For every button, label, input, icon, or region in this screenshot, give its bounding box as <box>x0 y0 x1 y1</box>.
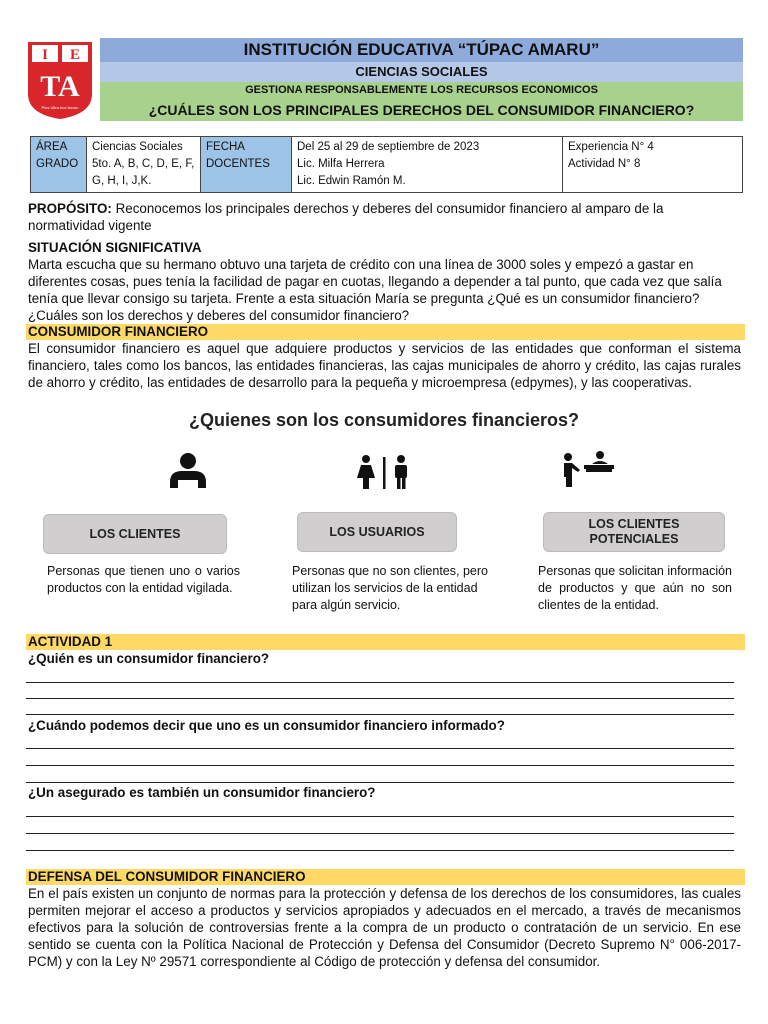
question-1: ¿Quién es un consumidor financiero? <box>28 651 270 666</box>
consumidor-text: El consumidor financiero es aquel que adquiere productos y servicios de las entidades que conforman el sistema financiero, tales como los bancos, las entidades financieras, las cajas municipales de ahorro y crédito, las cajas rurales de ahorro y crédito, las entidades de desarrollo para la pequeña y microempresa (edpymes), y las cooperativas. <box>28 341 741 390</box>
category-usuarios-desc: Personas que no son clientes, pero utilizan los servicios de la entidad para algún servicio. <box>292 564 488 612</box>
answer-line <box>26 682 734 683</box>
logo-letter-i: I <box>42 47 48 63</box>
defensa-title: DEFENSA DEL CONSUMIDOR FINANCIERO <box>26 869 745 885</box>
category-usuarios: LOS USUARIOS <box>297 512 457 552</box>
category-potenciales-desc: Personas que solicitan información de productos y que aún no son clientes de la entidad. <box>538 564 732 612</box>
answer-line <box>26 698 734 699</box>
consumidor-title: CONSUMIDOR FINANCIERO <box>26 324 745 340</box>
school-name: INSTITUCIÓN EDUCATIVA “TÚPAC AMARU” <box>100 38 743 62</box>
graphic-title: ¿Quienes son los consumidores financieros? <box>188 410 580 430</box>
proposito <box>28 200 741 234</box>
answer-line <box>26 850 734 851</box>
area-label: ÁREA <box>36 141 68 153</box>
info-table <box>30 136 743 193</box>
area-grado-labels <box>31 137 87 193</box>
fecha-docentes-values <box>292 137 563 193</box>
category-clientes-desc: Personas que tienen uno o varios productos con la entidad vigilada. <box>47 564 240 595</box>
proposito-text: Reconocemos los principales derechos y deberes del consumidor financiero al amparo de la normatividad vigente <box>28 201 664 233</box>
service-desk-icon <box>560 450 616 490</box>
category-clientes: LOS CLIENTES <box>43 514 227 554</box>
logo-motto: Plus Ultra hoc tecum <box>41 105 79 110</box>
answer-line <box>26 765 734 766</box>
fecha-label: FECHA <box>206 141 245 153</box>
logo-monogram: TA <box>40 70 80 103</box>
logo-letter-e: E <box>69 47 81 63</box>
school-logo <box>26 40 94 120</box>
answer-line <box>26 714 734 715</box>
docente-2: Lic. Edwin Ramón M. <box>297 175 406 187</box>
area-value: Ciencias Sociales <box>92 141 183 153</box>
fecha-docentes-labels <box>201 137 292 193</box>
grado-label: GRADO <box>36 158 79 170</box>
answer-line <box>26 748 734 749</box>
person-icon <box>164 452 212 492</box>
area-grado-values <box>87 137 201 193</box>
competence-title: GESTIONA RESPONSABLEMENTE LOS RECURSOS ECONOMICOS <box>100 82 743 99</box>
grado-value: 5to. A, B, C, D, E, F, G, H, I, J,K. <box>92 158 195 187</box>
experiencia-value: Experiencia N° 4 <box>568 141 654 153</box>
docente-1: Lic. Milfa Herrera <box>297 158 385 170</box>
actividad-title: ACTIVIDAD 1 <box>26 634 745 650</box>
defensa-text: En el país existen un conjunto de normas para la protección y defensa de los derechos de los consumidores, las cuales permiten mejorar el acceso a productos y servicios apropiados y adecuados en el mercado, a través de mecanismos efectivos para la solución de controversias frente a la compra de un producto o contratación de un servicio. En ese sentido se cuenta con la Política Nacional de Protección y Defensa del Consumidor (Decreto Supremo N° 006-2017-PCM) y con la Ley Nº 29571 correspondiente al Código de protección y defensa del consumidor. <box>28 886 741 969</box>
proposito-label: PROPÓSITO: <box>28 201 112 216</box>
actividad-value: Actividad N° 8 <box>568 158 641 170</box>
subject-title: CIENCIAS SOCIALES <box>100 62 743 82</box>
answer-line <box>26 816 734 817</box>
answer-line <box>26 782 734 783</box>
situacion-text: Marta escucha que su hermano obtuvo una tarjeta de crédito con una línea de 3000 soles y empezó a gastar en diferentes cosas, pues tenía la facilidad de pagar en cuotas, llegando a depender a tal punto, que cada vez que salía tenía que llevar consigo su tarjeta. Frente a esta situación María se pregunta ¿Qué es un consumidor financiero? ¿Cuáles son los derechos y deberes del consumidor financiero? <box>28 257 722 323</box>
situacion-title: SITUACIÓN SIGNIFICATIVA <box>28 240 202 255</box>
question-3: ¿Un asegurado es también un consumidor financiero? <box>28 785 376 800</box>
experiencia-cell <box>563 137 743 193</box>
users-icon <box>354 454 414 490</box>
main-question: ¿CUÁLES SON LOS PRINCIPALES DERECHOS DEL CONSUMIDOR FINANCIERO? <box>100 99 743 121</box>
docentes-label: DOCENTES <box>206 158 270 170</box>
question-2: ¿Cuándo podemos decir que uno es un consumidor financiero informado? <box>28 718 505 733</box>
answer-line <box>26 833 734 834</box>
fecha-value: Del 25 al 29 de septiembre de 2023 <box>297 141 480 153</box>
category-clientes-potenciales: LOS CLIENTES POTENCIALES <box>543 512 725 552</box>
